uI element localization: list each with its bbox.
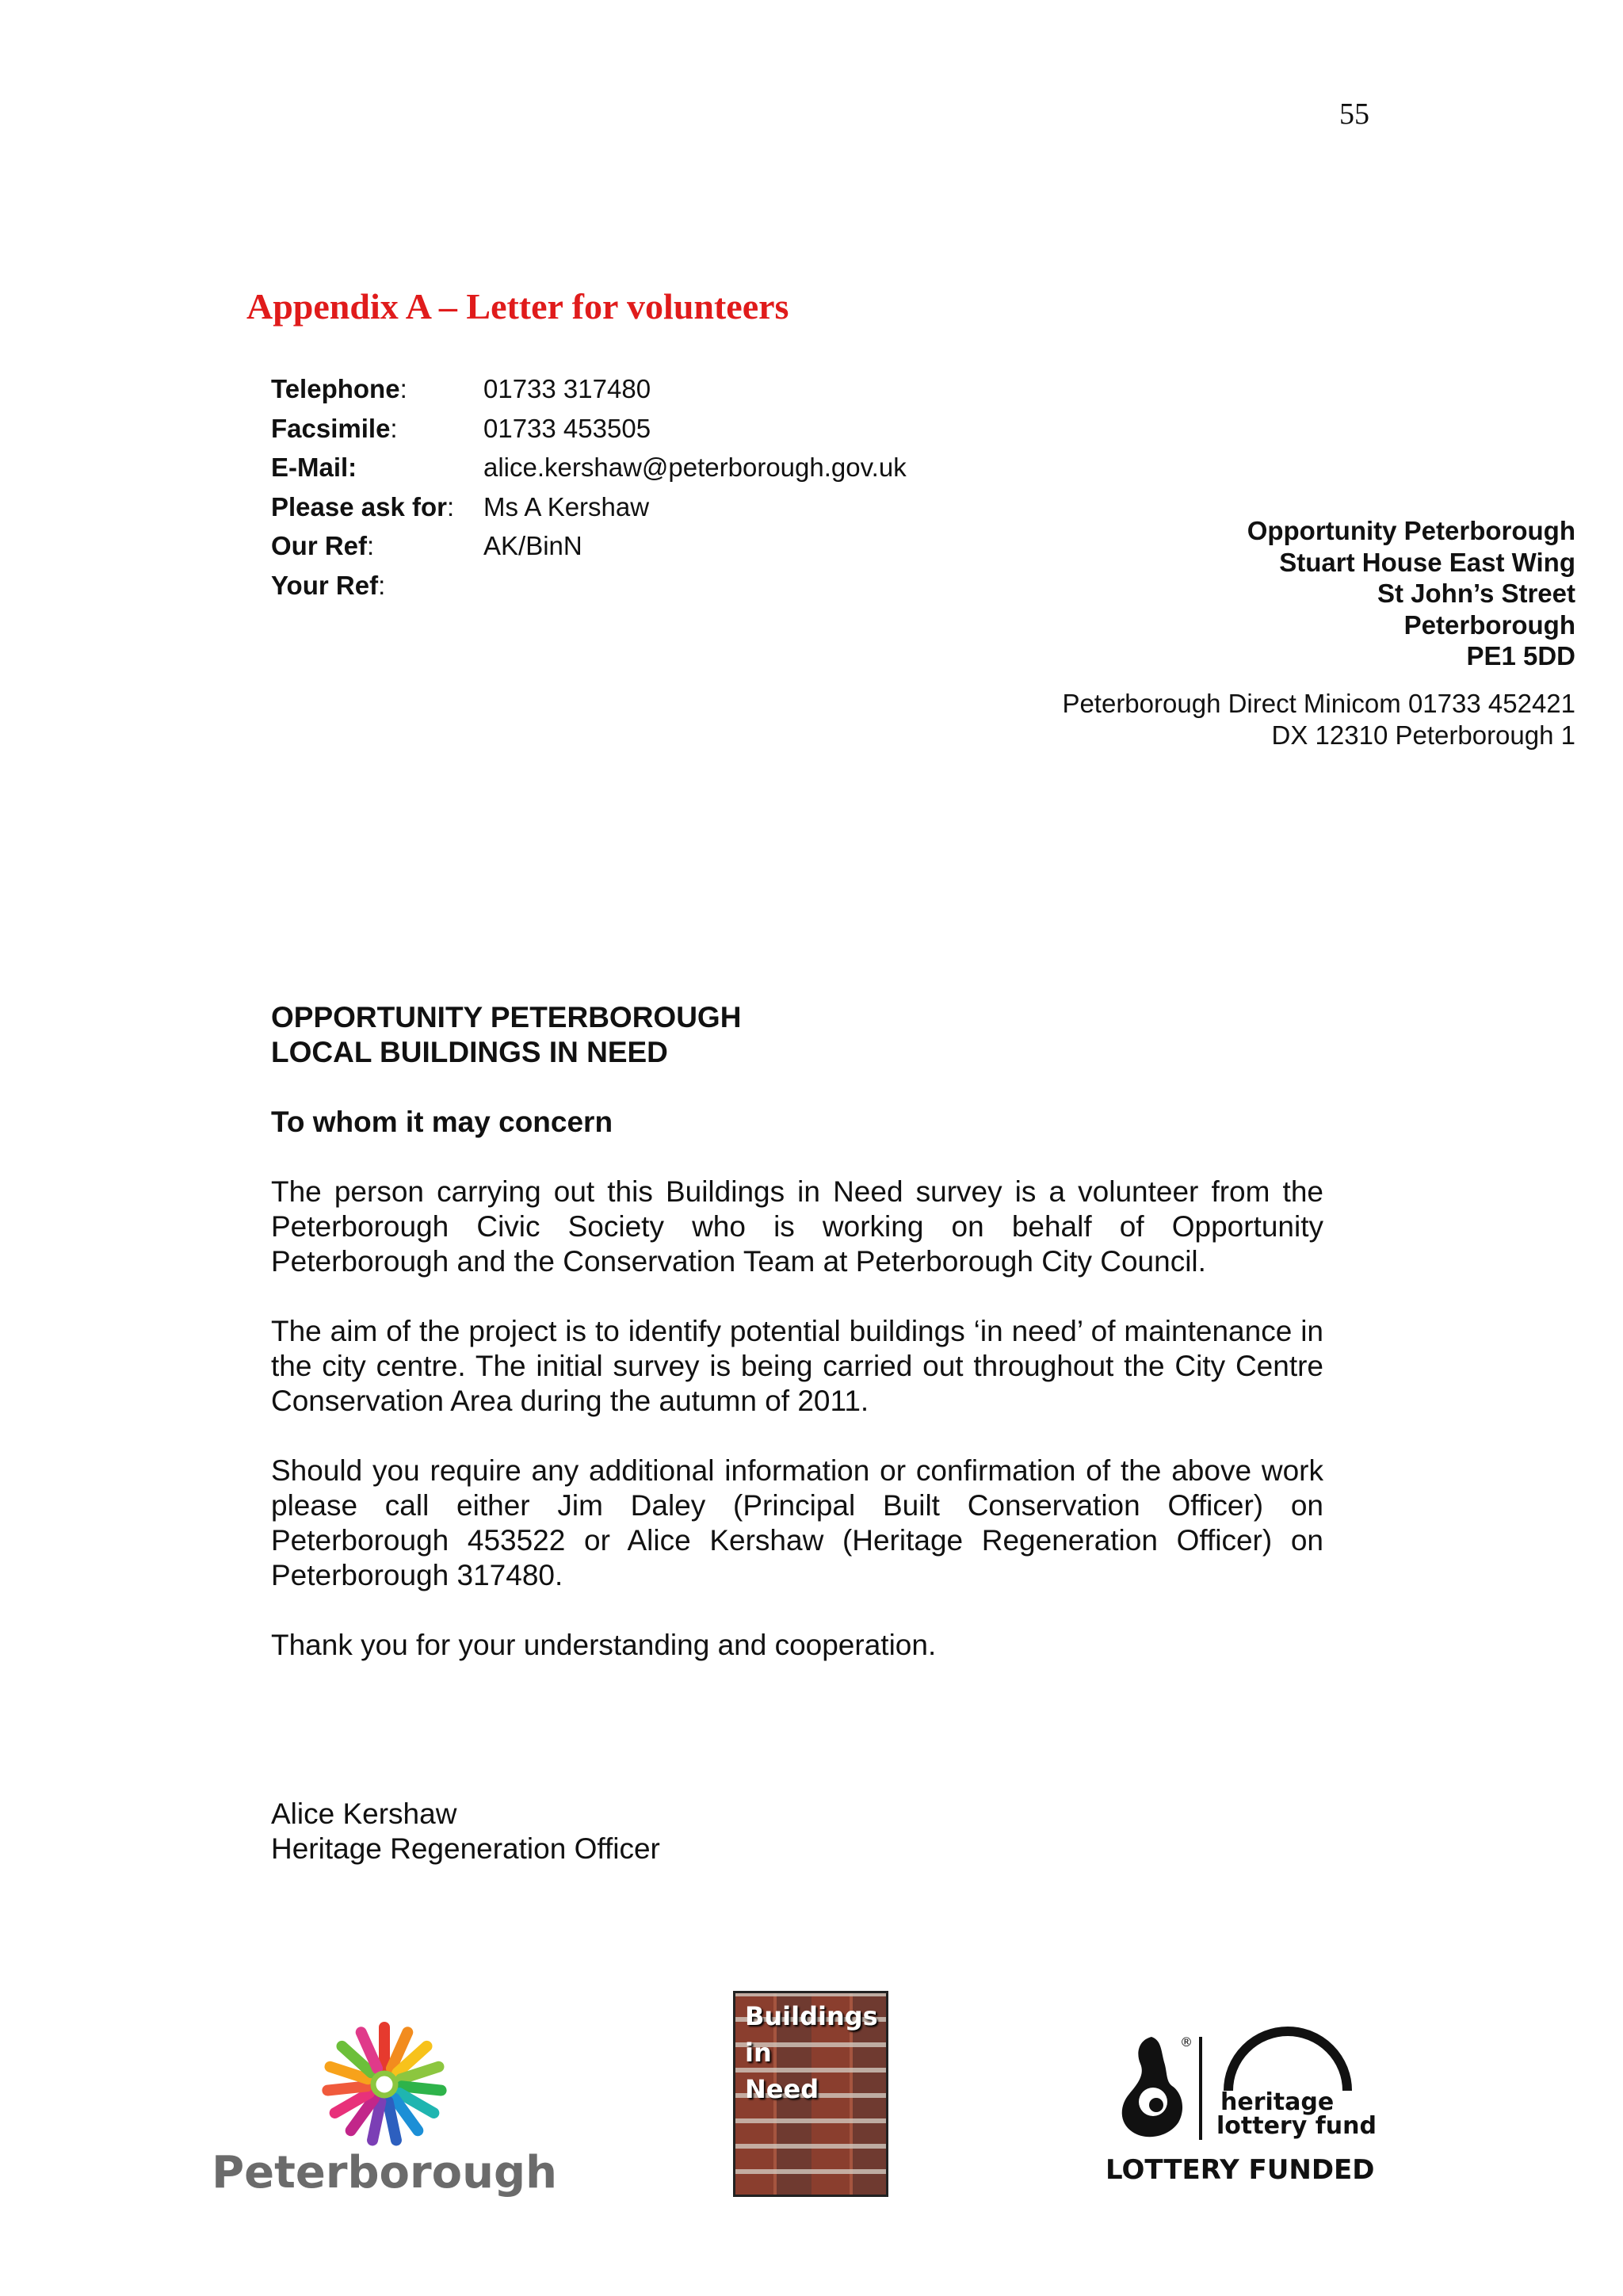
contact-value: 01733 317480 — [483, 374, 651, 403]
contact-value: 01733 453505 — [483, 413, 651, 443]
lottery-funded-text: LOTTERY FUNDED — [1106, 2154, 1375, 2186]
contact-row-telephone: Telephone: 01733 317480 — [271, 369, 907, 409]
contact-label: Facsimile — [271, 413, 391, 443]
closing-line: Thank you for your understanding and cooperation. — [271, 1629, 937, 1661]
peterborough-logo — [212, 2013, 557, 2203]
lottery-crossed-fingers-icon — [1106, 2029, 1193, 2148]
contact-block — [271, 369, 907, 605]
lottery-fund-text: lottery fund — [1216, 2112, 1377, 2140]
minicom-line: Peterborough Direct Minicom 01733 452421 — [1062, 689, 1575, 718]
page-number: 55 — [1339, 97, 1369, 131]
signer-name: Alice Kershaw — [271, 1797, 457, 1830]
appendix-heading: Appendix A – Letter for volunteers — [246, 286, 789, 327]
paragraph-3: Should you require any additional information or confirmation of the above work please call either Jim Daley (Principal Built Conservation Officer) on Peterborough 453522 or Alice Kershaw (Heritage Regeneration Officer) on Peterborough 317480. — [271, 1454, 1323, 1591]
contact-value: alice.kershaw@peterborough.gov.uk — [483, 453, 907, 482]
bin-word: in — [745, 2038, 772, 2068]
address-line: St John’s Street — [1377, 579, 1575, 608]
contact-label: Telephone — [271, 374, 400, 403]
heritage-text: heritage — [1220, 2088, 1335, 2116]
address-line: Opportunity Peterborough — [1247, 516, 1575, 545]
contact-row-ask-for: Please ask for: Ms A Kershaw — [271, 487, 907, 527]
starburst-icon — [212, 2013, 557, 2203]
paragraph-1: The person carrying out this Buildings in Need survey is a volunteer from the Peterborough Civic Society who is working on behalf of Opportunity Peterborough and the Conservation Team at Peterborough City Council. — [271, 1175, 1323, 1278]
contact-label: E-Mail: — [271, 453, 357, 482]
contact-label: Please ask for — [271, 491, 447, 521]
sender-address — [1247, 515, 1575, 672]
minicom-block — [1062, 688, 1575, 751]
svg-text:®: ® — [1180, 2034, 1193, 2050]
letter-title-line1: OPPORTUNITY PETERBOROUGH — [271, 1001, 742, 1033]
letter-title-line2: LOCAL BUILDINGS IN NEED — [271, 1036, 668, 1068]
signature-block — [271, 1797, 660, 1866]
contact-label: Our Ref — [271, 531, 368, 560]
logo-divider — [1199, 2037, 1202, 2140]
address-line: Stuart House East Wing — [1279, 547, 1575, 577]
contact-row-email — [271, 448, 907, 487]
address-line: PE1 5DD — [1466, 641, 1575, 670]
bin-word: Buildings — [745, 2001, 878, 2031]
heritage-arc-icon — [1212, 2029, 1363, 2092]
address-line: Peterborough — [1403, 609, 1575, 640]
buildings-in-need-logo — [733, 1991, 888, 2197]
dx-line: DX 12310 Peterborough 1 — [1271, 720, 1575, 750]
paragraph-2: The aim of the project is to identify potential buildings ‘in need’ of maintenance in the city centre. The initial survey is being carried out throughout the City Centre Conservation Area during the autumn of 2011. — [271, 1315, 1323, 1417]
salutation: To whom it may concern — [271, 1106, 613, 1138]
contact-row-your-ref: Your Ref: — [271, 570, 386, 600]
contact-row-facsimile: Facsimile: 01733 453505 — [271, 409, 907, 449]
bin-word: Need — [745, 2074, 819, 2104]
contact-label: Your Ref — [271, 570, 379, 600]
letter-body — [271, 1000, 1323, 1663]
contact-value: AK/BinN — [483, 531, 582, 560]
peterborough-logo-text: Peterborough — [212, 2147, 557, 2199]
heritage-lottery-fund-logo — [1106, 2029, 1377, 2187]
signer-title: Heritage Regeneration Officer — [271, 1832, 660, 1865]
contact-value: Ms A Kershaw — [483, 491, 650, 521]
contact-row-our-ref: Our Ref: AK/BinN — [271, 526, 907, 566]
